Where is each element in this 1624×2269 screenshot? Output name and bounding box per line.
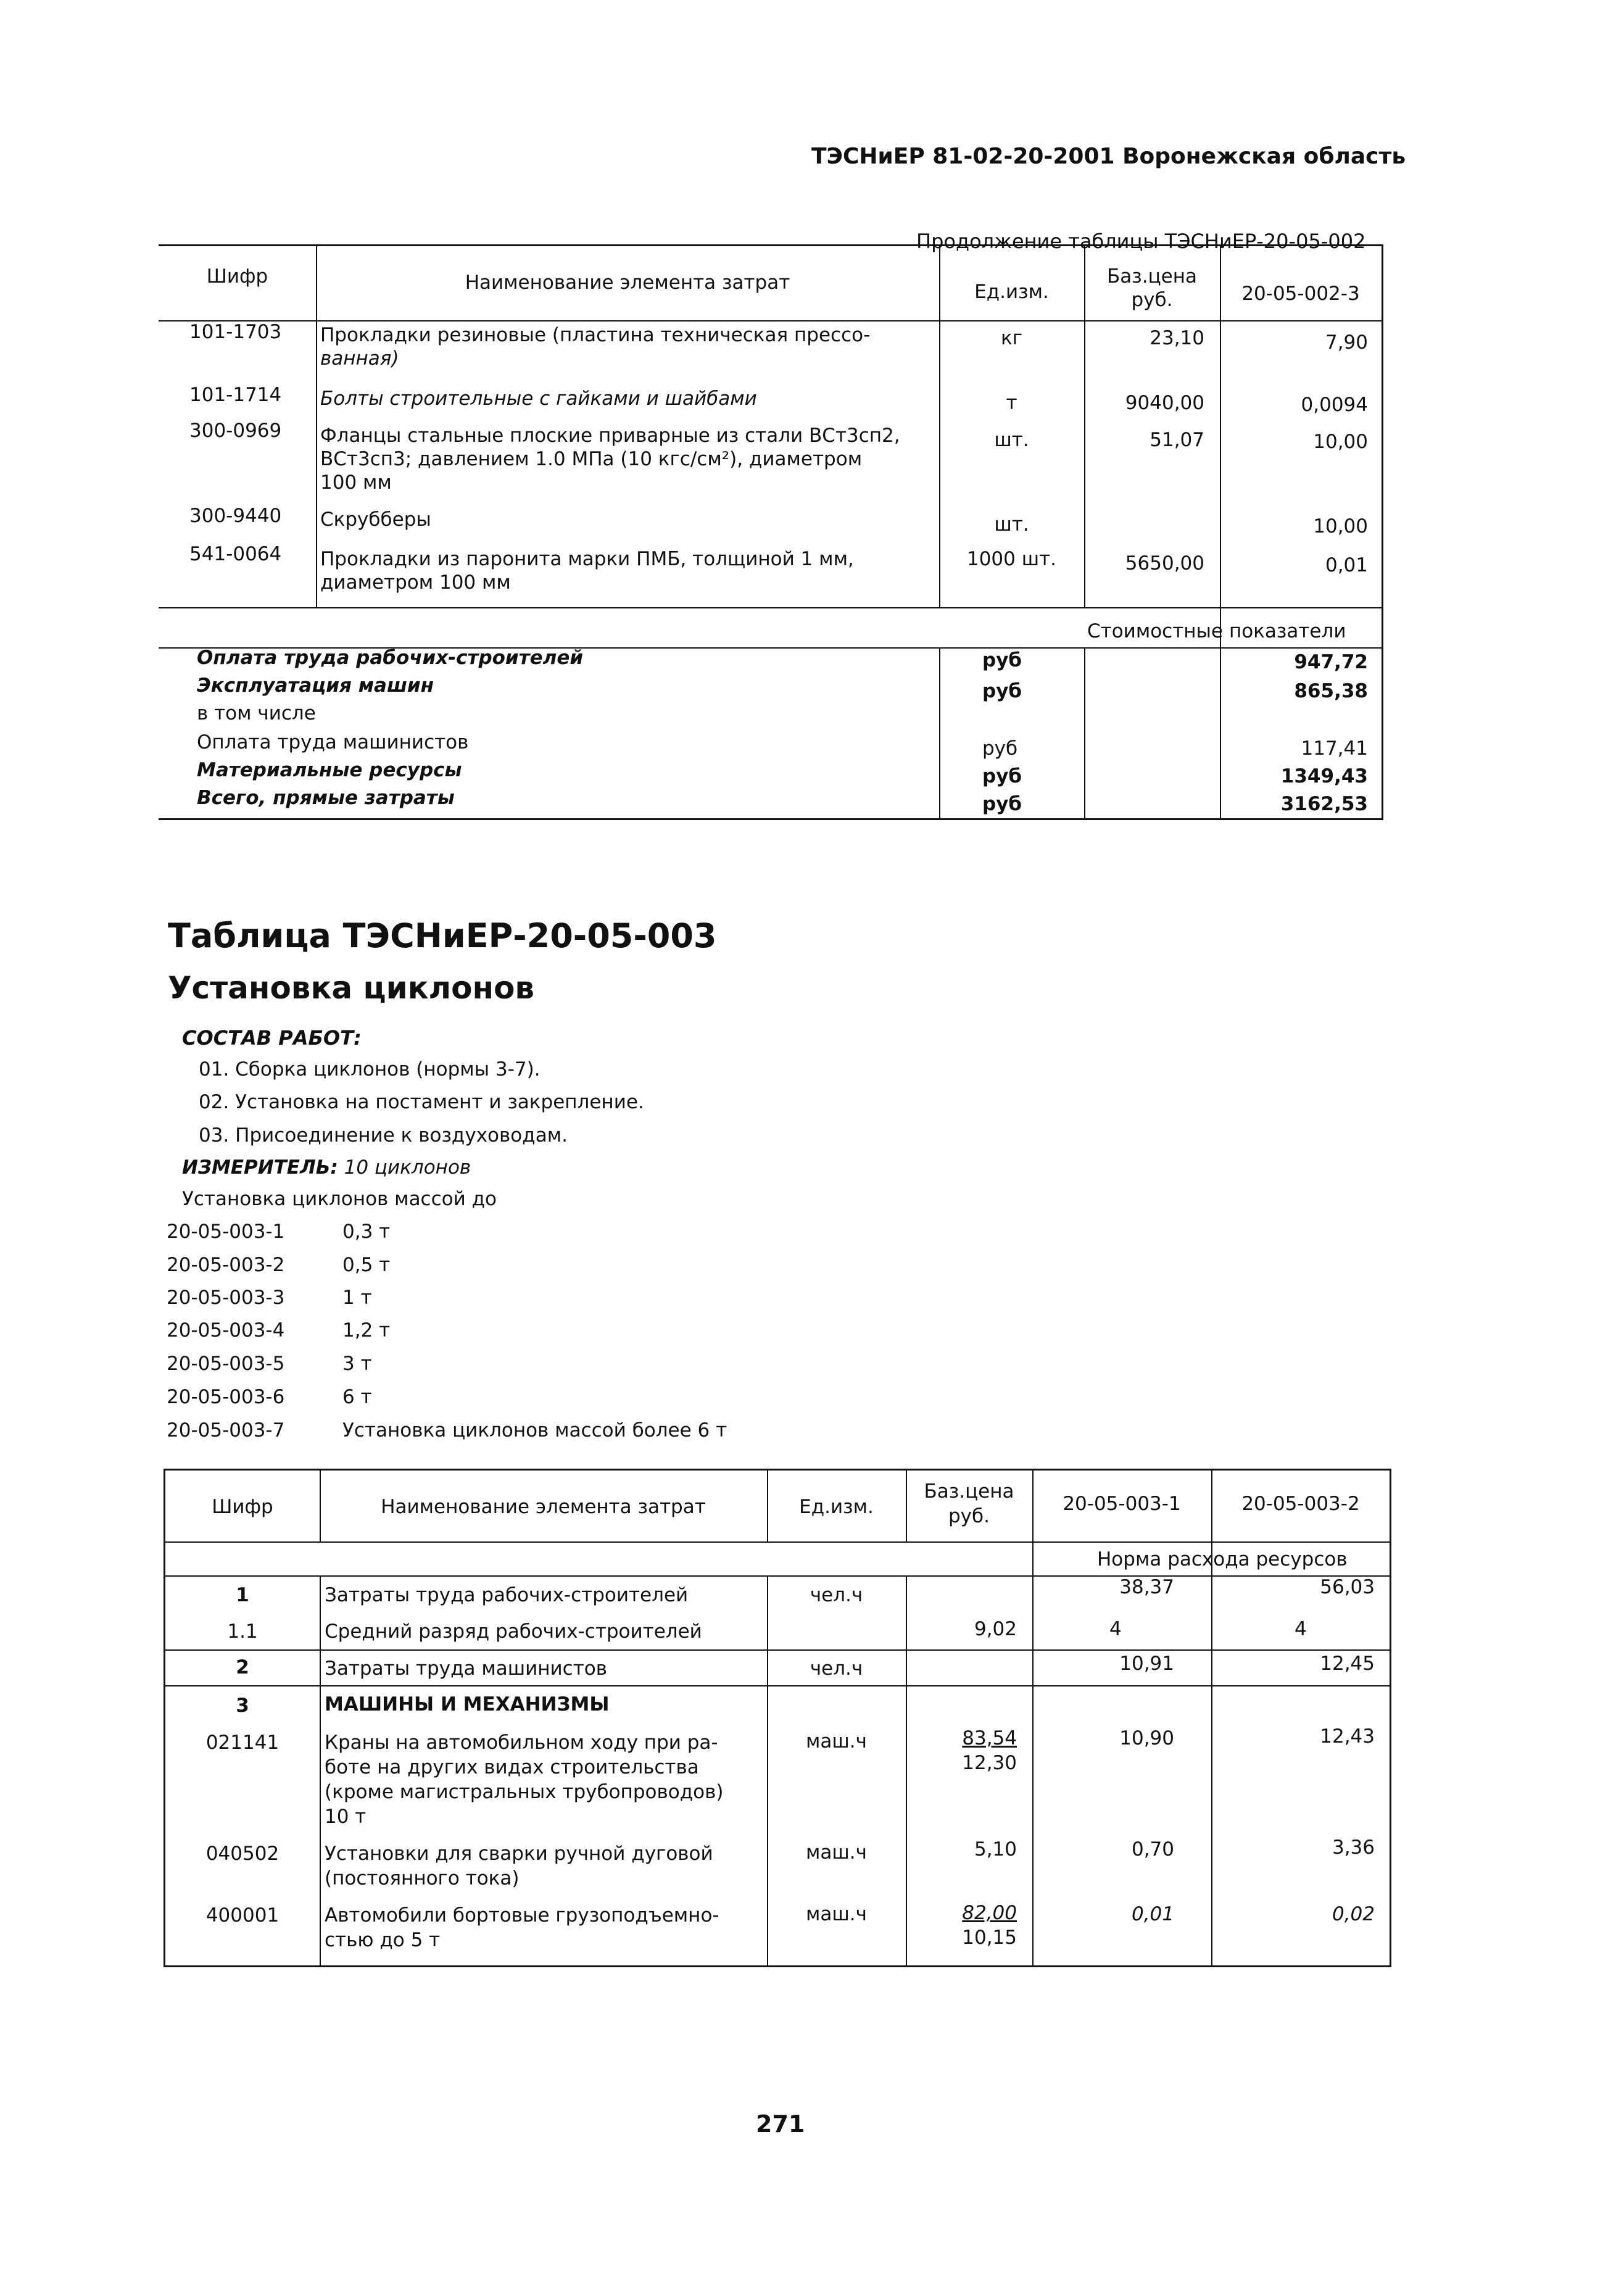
table-row-value-2: 12,43 — [1320, 1725, 1375, 1748]
table-row-price: 9,02 — [974, 1618, 1017, 1640]
norm-code: 20-05-003-6 — [167, 1386, 285, 1408]
col-header-name: Наименование элемента затрат — [465, 272, 790, 294]
table-row-name: Средний разряд рабочих-строителей — [325, 1620, 702, 1643]
cost-indicators-header: Стоимостные показатели — [1087, 620, 1346, 642]
table-row-price-machinist: 10,15 — [962, 1927, 1017, 1949]
table-row-name: стью до 5 т — [325, 1929, 441, 1951]
composition-label: СОСТАВ РАБОТ: — [182, 1026, 362, 1050]
norm-desc: 0,3 т — [342, 1221, 391, 1243]
composition-item: 03. Присоединение к воздуховодам. — [199, 1124, 568, 1147]
table-row-unit: маш.ч — [806, 1841, 867, 1864]
table-row-name: (кроме магистральных трубопроводов) — [325, 1781, 724, 1803]
table-row-code: 1.1 — [227, 1620, 258, 1643]
table-row-value-2: 4 — [1295, 1618, 1307, 1640]
table-title: Таблица ТЭСНиЕР-20-05-003 — [168, 916, 717, 955]
col-header-price-unit: руб. — [1131, 289, 1173, 311]
table-row-value-1: 0,01 — [1131, 1903, 1174, 1925]
cost-row-name: в том числе — [197, 702, 316, 724]
table-row-name: диаметром 100 мм — [320, 571, 511, 594]
table-row-code: 1 — [236, 1584, 249, 1606]
table-row-code: 2 — [236, 1656, 249, 1678]
cost-row-value: 947,72 — [1294, 651, 1368, 673]
meter-value: 10 циклонов — [344, 1156, 471, 1179]
col-header-code: Шифр — [206, 265, 268, 288]
table-row-code: 300-0969 — [189, 420, 282, 442]
cost-row-unit: руб — [982, 649, 1022, 671]
table-row-unit: кг — [1000, 327, 1022, 349]
norm-header: Норма расхода ресурсов — [1097, 1548, 1348, 1570]
cost-row-unit: руб — [982, 765, 1022, 787]
table-row-unit: чел.ч — [810, 1584, 863, 1606]
table-row-value: 10,00 — [1313, 431, 1368, 453]
col-header-norm: 20-05-002-3 — [1241, 283, 1360, 305]
col-header-price-unit: руб. — [948, 1505, 990, 1527]
table-row-price-machinist: 12,30 — [962, 1752, 1017, 1774]
table-row-name: Затраты труда рабочих-строителей — [325, 1584, 689, 1606]
table-row-name: Краны на автомобильном ходу при ра- — [325, 1732, 718, 1754]
running-header: ТЭСНиЕР 81-02-20-2001 Воронежская область — [811, 144, 1406, 169]
col-header-name: Наименование элемента затрат — [381, 1496, 706, 1518]
table-row-name: Болты строительные с гайками и шайбами — [320, 388, 757, 410]
table-row-name: Фланцы стальные плоские приварные из стали ВСт3сп2, — [320, 425, 900, 447]
composition-item: 02. Установка на постамент и закрепление. — [199, 1091, 644, 1113]
cost-row-unit: руб — [982, 793, 1022, 815]
cost-row-value: 1349,43 — [1280, 765, 1368, 787]
col-header-norm-1: 20-05-003-1 — [1063, 1493, 1181, 1515]
table-row-name: Затраты труда машинистов — [325, 1657, 608, 1680]
table-row-name: ВСт3сп3; давлением 1.0 МПа (10 кгс/см²), диаметром — [320, 448, 863, 470]
table-row-name: (постоянного тока) — [325, 1867, 520, 1889]
cost-row-name: Эксплуатация машин — [197, 674, 434, 697]
resource-table-continuation — [159, 244, 1383, 820]
table-row-value-1: 10,90 — [1119, 1727, 1174, 1749]
table-row-value-2: 3,36 — [1332, 1836, 1375, 1859]
cost-row-value: 865,38 — [1294, 680, 1368, 702]
norm-code: 20-05-003-7 — [167, 1419, 285, 1441]
table-row-name: боте на других видах строительства — [325, 1756, 699, 1778]
table-row-price: 82,00 — [962, 1902, 1017, 1924]
table-row-value: 0,0094 — [1301, 394, 1368, 416]
norm-code: 20-05-003-3 — [167, 1287, 285, 1309]
table-row-unit: чел.ч — [810, 1657, 863, 1680]
table-continuation-caption: Продолжение таблицы ТЭСНиЕР-20-05-002 — [916, 230, 1366, 253]
col-header-unit: Ед.изм. — [799, 1496, 874, 1518]
table-row-code: 300-9440 — [189, 505, 282, 527]
cost-row-name: Материальные ресурсы — [197, 759, 462, 781]
table-row-value: 10,00 — [1313, 515, 1368, 537]
table-row-unit: маш.ч — [806, 1903, 867, 1925]
norm-code: 20-05-003-5 — [167, 1353, 285, 1375]
table-row-price: 5,10 — [974, 1838, 1017, 1860]
table-row-price: 5650,00 — [1125, 552, 1204, 575]
table-row-value-1: 0,70 — [1131, 1838, 1174, 1860]
table-row-value: 7,90 — [1325, 331, 1368, 354]
page-number: 271 — [756, 2110, 805, 2138]
col-header-price: Баз.цена — [1106, 265, 1198, 288]
table-row-code: 400001 — [205, 1904, 280, 1927]
norms-intro: Установка циклонов массой до — [182, 1188, 497, 1210]
norm-desc: 1 т — [342, 1287, 372, 1309]
table-row-price: 83,54 — [962, 1727, 1017, 1749]
table-row-name: 10 т — [325, 1806, 367, 1828]
resource-table — [164, 1469, 1391, 1967]
table-row-name: 100 мм — [320, 471, 392, 494]
norm-desc: 3 т — [342, 1353, 372, 1375]
cost-row-value: 117,41 — [1301, 737, 1368, 760]
table-row-value-1: 4 — [1109, 1618, 1122, 1640]
table-row-code: 3 — [236, 1694, 249, 1717]
col-header-code: Шифр — [212, 1496, 273, 1518]
table-row-name: ванная) — [320, 347, 399, 370]
norm-code: 20-05-003-4 — [167, 1319, 285, 1342]
table-row-unit: шт. — [994, 429, 1029, 451]
norm-desc: Установка циклонов массой более 6 т — [342, 1419, 727, 1441]
table-row-code: 021141 — [205, 1732, 280, 1754]
norm-desc: 1,2 т — [342, 1319, 391, 1342]
table-row-price: 9040,00 — [1125, 392, 1204, 414]
table-row-unit: шт. — [994, 513, 1029, 536]
norm-code: 20-05-003-2 — [167, 1254, 285, 1276]
table-row-code: 541-0064 — [189, 543, 282, 565]
table-row-unit: 1000 шт. — [966, 548, 1057, 570]
table-row-code: 101-1703 — [189, 321, 282, 343]
cost-row-name: Оплата труда машинистов — [197, 731, 469, 753]
table-row-value-1: 38,37 — [1119, 1576, 1174, 1598]
table-row-price: 23,10 — [1150, 327, 1204, 349]
table-row-name: Скрубберы — [320, 508, 431, 531]
col-header-price: Баз.цена — [924, 1480, 1014, 1503]
cost-row-unit: руб — [982, 737, 1018, 760]
table-row-name: Прокладки резиновые (пластина техническая прессо- — [320, 324, 871, 346]
table-subtitle: Установка циклонов — [168, 970, 535, 1006]
cost-row-name: Всего, прямые затраты — [197, 787, 455, 809]
table-row-code: 101-1714 — [189, 384, 282, 406]
col-header-unit: Ед.изм. — [974, 281, 1049, 303]
section-heading-machines: МАШИНЫ И МЕХАНИЗМЫ — [325, 1693, 610, 1715]
meter-line — [182, 1156, 471, 1179]
table-row-name: Автомобили бортовые грузоподъемно- — [325, 1904, 719, 1927]
norm-code: 20-05-003-1 — [167, 1221, 285, 1243]
table-row-name: Установки для сварки ручной дуговой — [325, 1843, 713, 1865]
table-row-value-2: 12,45 — [1320, 1653, 1375, 1675]
table-row-price: 51,07 — [1150, 429, 1204, 451]
cost-row-unit: руб — [982, 680, 1022, 702]
cost-row-value: 3162,53 — [1280, 793, 1368, 815]
table-row-unit: т — [1006, 392, 1017, 414]
table-row-value: 0,01 — [1325, 554, 1368, 576]
table-row-value-2: 56,03 — [1320, 1576, 1375, 1598]
composition-item: 01. Сборка циклонов (нормы 3-7). — [199, 1058, 541, 1081]
col-header-norm-2: 20-05-003-2 — [1241, 1493, 1360, 1515]
table-row-unit: маш.ч — [806, 1730, 867, 1753]
table-row-code: 040502 — [205, 1843, 280, 1865]
table-row-name: Прокладки из паронита марки ПМБ, толщиной 1 мм, — [320, 548, 854, 570]
meter-label: ИЗМЕРИТЕЛЬ: — [182, 1156, 338, 1179]
table-row-value-2: 0,02 — [1332, 1903, 1375, 1925]
norm-desc: 6 т — [342, 1386, 372, 1408]
cost-row-name: Оплата труда рабочих-строителей — [197, 647, 584, 669]
table-row-value-1: 10,91 — [1119, 1653, 1174, 1675]
norm-desc: 0,5 т — [342, 1254, 391, 1276]
